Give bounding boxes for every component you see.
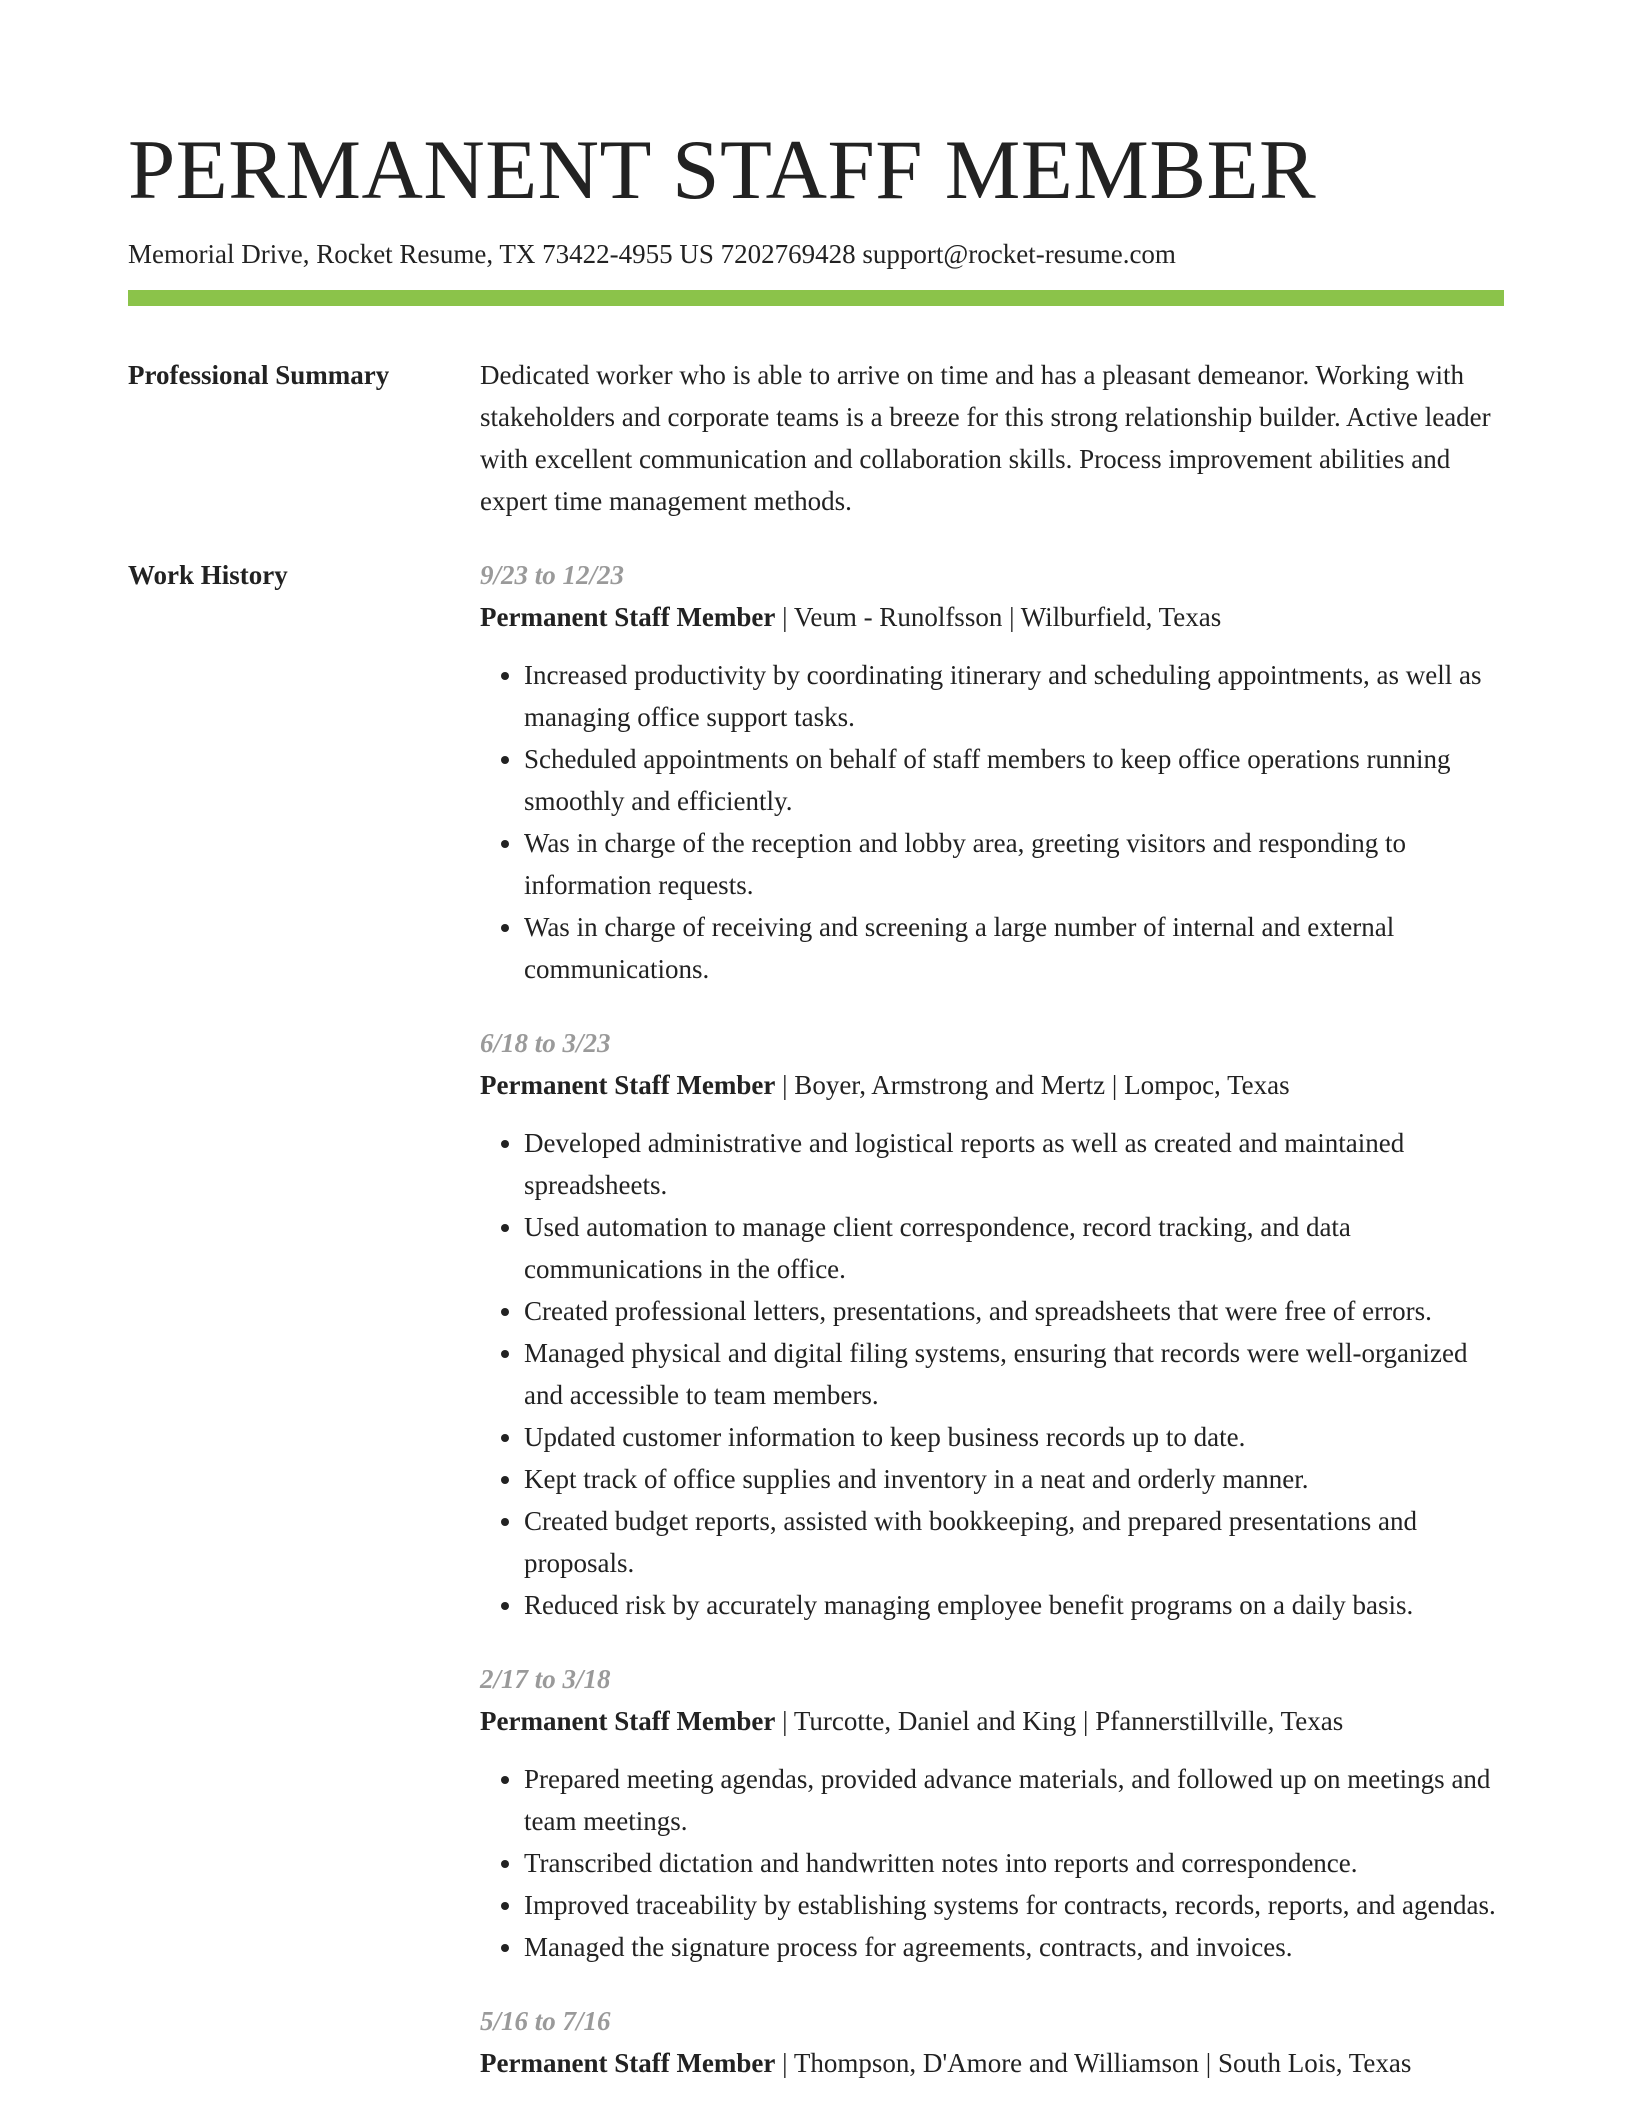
list-item: • Created budget reports, assisted with bookkeeping, and prepared presentations and proposals. — [524, 1500, 1504, 1584]
job-entry — [480, 1022, 1504, 1626]
list-item: • Managed physical and digital filing systems, ensuring that records were well-organized and accessible to team members. — [524, 1332, 1504, 1416]
header-divider — [128, 290, 1504, 306]
professional-summary-section — [128, 354, 1504, 522]
summary-text: Dedicated worker who is able to arrive on time and has a pleasant demeanor. Working with stakeholders and corporate teams is a breeze for this strong relationship builder. Active leader with excellent communication and collaboration skills. Process improvement abilities and expert time management methods. — [480, 360, 1491, 516]
list-item: • Updated customer information to keep business records up to date. — [524, 1416, 1504, 1458]
list-item: • Created professional letters, presentations, and spreadsheets that were free of errors. — [524, 1290, 1504, 1332]
job-entry — [480, 554, 1504, 990]
list-item: • Managed the signature process for agreements, contracts, and invoices. — [524, 1926, 1504, 1968]
list-item: • Was in charge of the reception and lobby area, greeting visitors and responding to information requests. — [524, 822, 1504, 906]
job-company-location: | Veum - Runolfsson | Wilburfield, Texas — [775, 602, 1222, 632]
job-company-location: | Thompson, D'Amore and Williamson | South Lois, Texas — [775, 2048, 1412, 2078]
contact-line: Memorial Drive, Rocket Resume, TX 73422-4955 US 7202769428 support@rocket-resume.com — [128, 239, 1176, 269]
resume-name: PERMANENT STAFF MEMBER — [128, 123, 1317, 217]
section-body — [480, 354, 1504, 522]
job-dates: 2/17 to 3/18 — [480, 1664, 611, 1694]
list-item: • Increased productivity by coordinating itinerary and scheduling appointments, as well as managing office support tasks. — [524, 654, 1504, 738]
list-item: • Improved traceability by establishing systems for contracts, records, reports, and agendas. — [524, 1884, 1504, 1926]
job-dates: 9/23 to 12/23 — [480, 560, 625, 590]
job-dates: 5/16 to 7/16 — [480, 2006, 611, 2036]
list-item: • Kept track of office supplies and inventory in a neat and orderly manner. — [524, 1458, 1504, 1500]
job-title-line — [480, 2042, 1504, 2084]
job-bullet-list — [480, 1122, 1504, 1626]
list-item: • Developed administrative and logistical reports as well as created and maintained spreadsheets. — [524, 1122, 1504, 1206]
resume-page — [128, 0, 1504, 2116]
list-item: • Scheduled appointments on behalf of staff members to keep office operations running smoothly and efficiently. — [524, 738, 1504, 822]
job-dates: 6/18 to 3/23 — [480, 1028, 611, 1058]
job-bullet-list — [480, 654, 1504, 990]
job-company-location: | Boyer, Armstrong and Mertz | Lompoc, Texas — [775, 1070, 1290, 1100]
job-title: Permanent Staff Member — [480, 602, 776, 632]
list-item: • Was in charge of receiving and screening a large number of internal and external communications. — [524, 906, 1504, 990]
job-title-line — [480, 1064, 1504, 1106]
work-history-list — [480, 554, 1504, 2116]
job-title: Permanent Staff Member — [480, 1706, 776, 1736]
list-item: • Reduced risk by accurately managing employee benefit programs on a daily basis. — [524, 1584, 1504, 1626]
work-history-section — [128, 554, 1504, 2116]
job-bullet-list — [480, 1758, 1504, 1968]
job-entry — [480, 1658, 1504, 1968]
job-entry — [480, 2000, 1504, 2084]
list-item: • Transcribed dictation and handwritten notes into reports and correspondence. — [524, 1842, 1504, 1884]
job-title: Permanent Staff Member — [480, 1070, 776, 1100]
job-title-line — [480, 1700, 1504, 1742]
job-title-line — [480, 596, 1504, 638]
section-heading: Professional Summary — [128, 360, 390, 390]
section-heading: Work History — [128, 560, 288, 590]
list-item: • Prepared meeting agendas, provided advance materials, and followed up on meetings and team meetings. — [524, 1758, 1504, 1842]
job-title: Permanent Staff Member — [480, 2048, 776, 2078]
job-company-location: | Turcotte, Daniel and King | Pfannerstillville, Texas — [775, 1706, 1344, 1736]
list-item: • Used automation to manage client correspondence, record tracking, and data communications in the office. — [524, 1206, 1504, 1290]
